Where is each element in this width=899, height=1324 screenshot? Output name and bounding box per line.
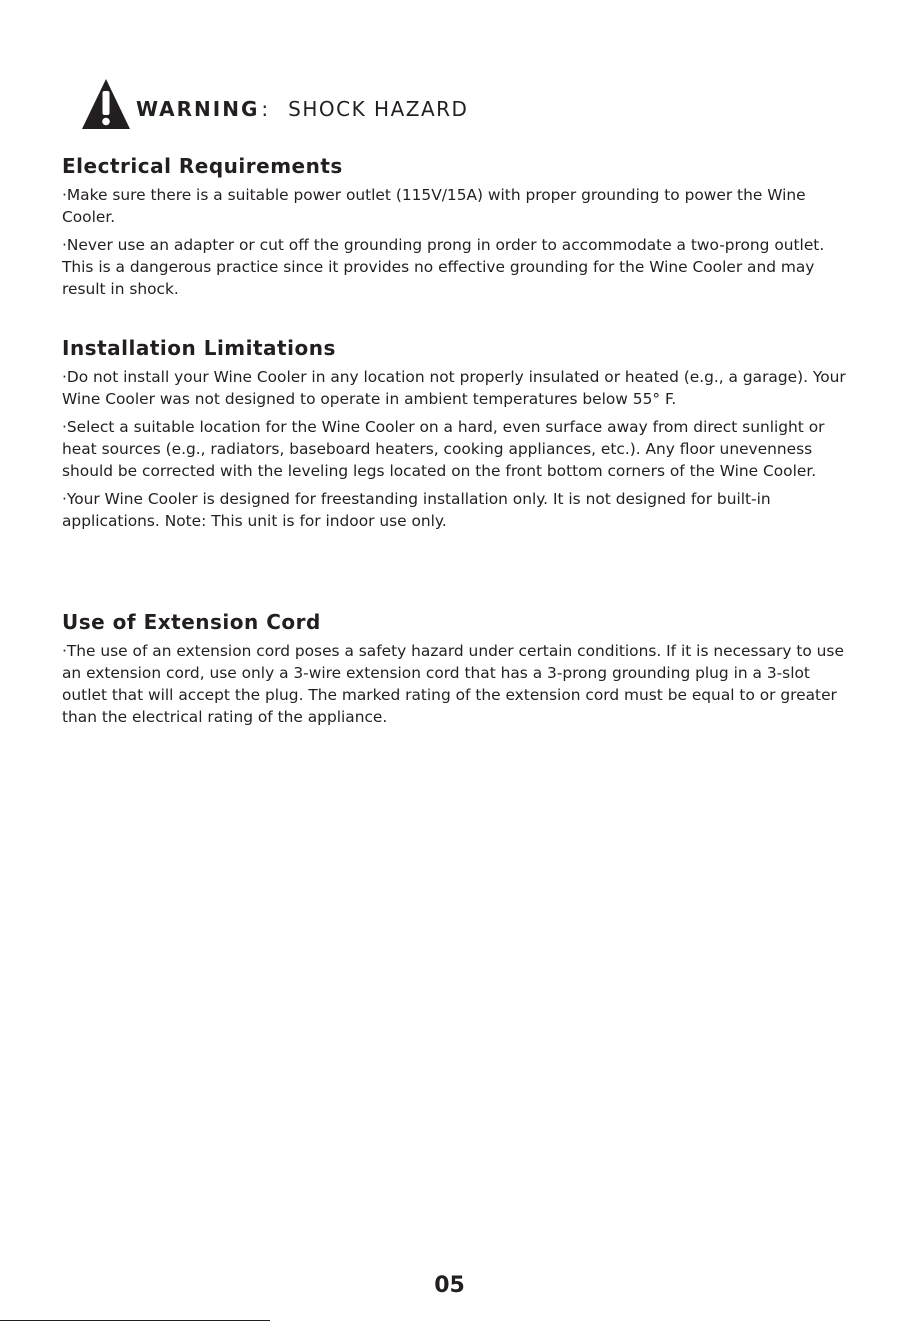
warning-triangle-icon xyxy=(80,77,132,131)
section-installation-limitations xyxy=(62,334,852,538)
warning-header xyxy=(80,76,468,132)
warning-hazard-text: SHOCK HAZARD xyxy=(288,97,469,121)
page-number: 05 xyxy=(434,1273,465,1298)
paragraph: ·Select a suitable location for the Wine Cooler on a hard, even surface away from direct sunlight or heat sources (e.g., radiators, baseboard heaters, cooking appliances, etc.). Any floor unevenness should be corrected with the leveling legs located on the front bottom corners of the Wine Cooler. xyxy=(62,418,825,480)
section-title: Use of Extension Cord xyxy=(62,610,321,634)
paragraph: ·Do not install your Wine Cooler in any location not properly insulated or heated (e.g., a garage). Your Wine Cooler was not designed to operate in ambient temperatures below 55° F. xyxy=(62,368,846,408)
warning-separator: : xyxy=(261,97,269,121)
section-electrical-requirements xyxy=(62,152,852,306)
section-title: Electrical Requirements xyxy=(62,154,343,178)
section-title: Installation Limitations xyxy=(62,336,336,360)
paragraph: ·The use of an extension cord poses a safety hazard under certain conditions. If it is necessary to use an extension cord, use only a 3-wire extension cord that has a 3-prong grounding plug in a 3-slot outlet that will accept the plug. The marked rating of the extension cord must be equal to or greater than the electrical rating of the appliance. xyxy=(62,642,844,726)
paragraph: ·Make sure there is a suitable power outlet (115V/15A) with proper grounding to power the Wine Cooler. xyxy=(62,186,806,226)
paragraph: ·Never use an adapter or cut off the grounding prong in order to accommodate a two-prong outlet. This is a dangerous practice since it provides no effective grounding for the Wine Cooler and may result in shock. xyxy=(62,236,825,298)
section-extension-cord xyxy=(62,608,852,734)
footer-rule xyxy=(0,1320,270,1321)
paragraph: ·Your Wine Cooler is designed for freestanding installation only. It is not designed for built-in applications. Note: This unit is for indoor use only. xyxy=(62,490,771,530)
warning-label: WARNING xyxy=(136,97,260,121)
